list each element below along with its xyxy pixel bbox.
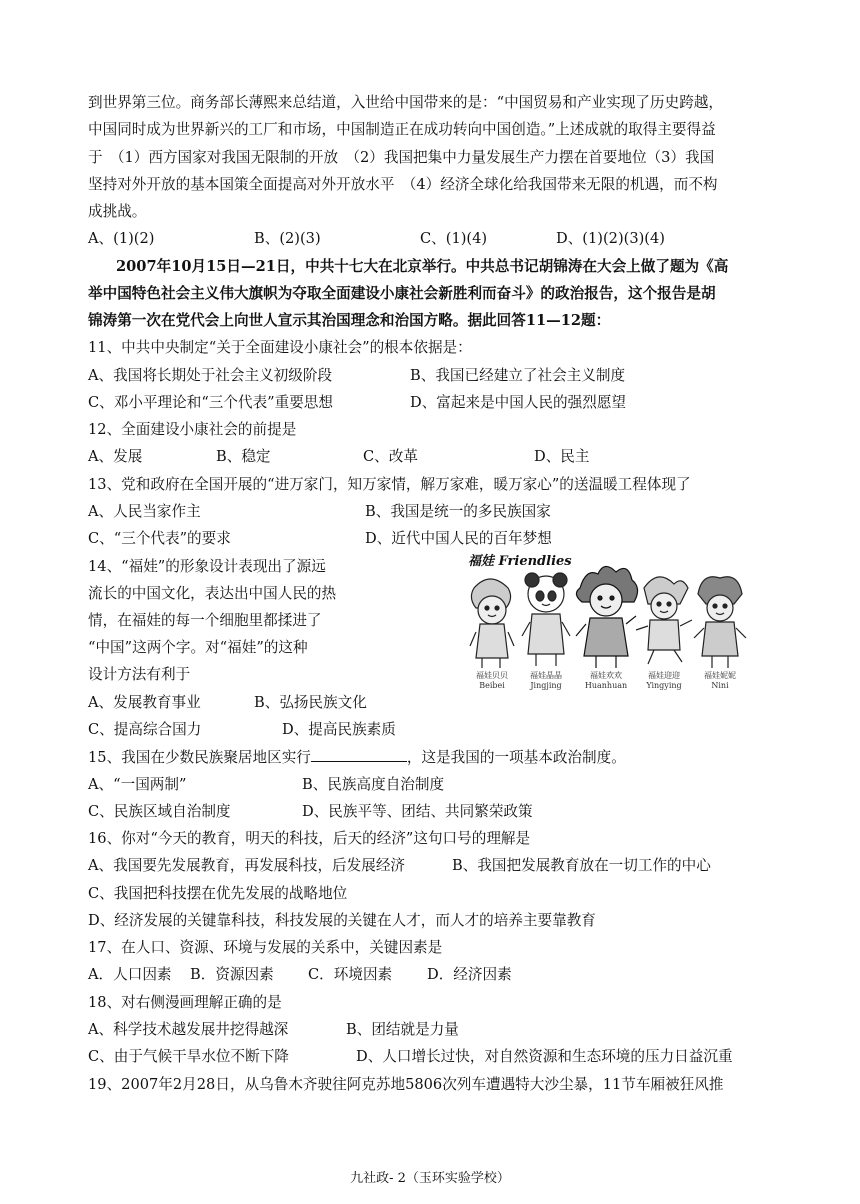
q17-option-b: B．资源因素 <box>190 966 274 983</box>
q16-option-a: A、我国要先发展教育，再发展科技，后发展经济 <box>88 857 406 874</box>
intro-line-2: 中国同时成为世界新兴的工厂和市场，中国制造正在成功转向中国创造。”上述成就的取得主要得益 <box>88 121 716 138</box>
q14-option-b: B、弘扬民族文化 <box>254 694 367 711</box>
q18-option-d: D、人口增长过快，对自然资源和生态环境的压力日益沉重 <box>356 1048 733 1065</box>
q16-stem: 16、你对“今天的教育，明天的科技，后天的经济”这句口号的理解是 <box>88 830 531 847</box>
q17-stem: 17、在人口、资源、环境与发展的关系中，关键因素是 <box>88 939 443 956</box>
q12-option-b: B、稳定 <box>216 448 271 465</box>
intro-line-3: 于 （1）西方国家对我国无限制的开放 （2）我国把集中力量发展生产力摆在首要地位（3）我国 <box>88 149 715 166</box>
mascot-label-beibei: 福娃贝贝 Beibei <box>476 671 508 690</box>
passage-line-2: 举中国特色社会主义伟大旗帜为夺取全面建设小康社会新胜利而奋斗》的政治报告，这个报告是胡 <box>88 285 716 302</box>
q15-stem <box>88 747 626 768</box>
mascot-beibei <box>470 579 514 668</box>
intro-option-b: B、(2)(3) <box>254 230 321 247</box>
page-footer: 九社政- 2（玉环实验学校） <box>350 1171 510 1186</box>
q18-option-c: C、由于气候干旱水位不断下降 <box>88 1048 289 1065</box>
q15-option-b: B、民族高度自治制度 <box>302 776 445 793</box>
q14-stem-line-1: 14、“福娃”的形象设计表现出了源远 <box>88 558 326 575</box>
mascot-huanhuan <box>576 566 638 668</box>
q12-option-d: D、民主 <box>534 448 590 465</box>
q13-option-c: C、“三个代表”的要求 <box>88 530 231 547</box>
q16-option-d: D、经济发展的关键靠科技，科技发展的关键在人才，而人才的培养主要靠教育 <box>88 912 596 929</box>
mascot-yingying <box>636 577 692 664</box>
passage-line-1: 2007年10月15日—21日，中共十七大在北京举行。中共总书记胡锦涛在大会上做了题为《高 <box>116 258 729 275</box>
q17-option-a: A．人口因素 <box>88 966 172 983</box>
fuwa-figure-title: 福娃 Friendlies <box>468 554 572 569</box>
mascot-label-huanhuan: 福娃欢欢 Huanhuan <box>584 671 628 690</box>
q14-stem-line-3: 情，在福娃的每一个细胞里都揉进了 <box>88 612 322 629</box>
q19-stem: 19、2007年2月28日，从乌鲁木齐驶往阿克苏地5806次列车遭遇特大沙尘暴，11节车厢被狂风推 <box>88 1076 724 1093</box>
q12-option-a: A、发展 <box>88 448 143 465</box>
intro-option-c: C、(1)(4) <box>420 230 488 247</box>
intro-line-4: 坚持对外开放的基本国策全面提高对外开放水平 （4）经济全球化给我国带来无限的机遇，而不构 <box>88 176 718 193</box>
q18-option-a: A、科学技术越发展井挖得越深 <box>88 1021 289 1038</box>
mascot-label-nini: 福娃妮妮 Nini <box>704 671 736 690</box>
q14-option-c: C、提高综合国力 <box>88 721 202 738</box>
q15-stem-post: ，这是我国的一项基本政治制度。 <box>406 749 626 766</box>
q15-answer-blank <box>311 747 407 762</box>
q11-option-d: D、富起来是中国人民的强烈愿望 <box>410 394 627 411</box>
q18-stem: 18、对右侧漫画理解正确的是 <box>88 994 282 1011</box>
q12-option-c: C、改革 <box>363 448 418 465</box>
mascot-label-yingying: 福娃迎迎 Yingying <box>646 671 682 690</box>
q17-option-c: C．环境因素 <box>308 966 393 983</box>
intro-option-a: A、(1)(2) <box>88 230 155 247</box>
q13-option-b: B、我国是统一的多民族国家 <box>365 503 551 520</box>
q15-option-a: A、“一国两制” <box>88 776 187 793</box>
q15-option-c: C、民族区域自治制度 <box>88 803 231 820</box>
q16-option-b: B、我国把发展教育放在一切工作的中心 <box>452 857 711 874</box>
q14-stem-line-2: 流长的中国文化，表达出中国人民的热 <box>88 585 337 602</box>
q14-option-a: A、发展教育事业 <box>88 694 201 711</box>
passage-line-3: 锦涛第一次在党代会上向世人宣示其治国理念和治国方略。据此回答11—12题： <box>88 312 611 329</box>
q13-stem: 13、党和政府在全国开展的“进万家门，知万家情，解万家难，暖万家心”的送温暖工程体现了 <box>88 476 691 493</box>
q18-option-b: B、团结就是力量 <box>346 1021 459 1038</box>
q14-stem-line-5: 设计方法有利于 <box>88 666 191 683</box>
q16-option-c: C、我国把科技摆在优先发展的战略地位 <box>88 885 348 902</box>
intro-line-1: 到世界第三位。商务部长薄熙来总结道，入世给中国带来的是：“中国贸易和产业实现了历史跨越， <box>88 94 723 111</box>
q13-option-a: A、人民当家作主 <box>88 503 201 520</box>
q13-option-d: D、近代中国人民的百年梦想 <box>365 530 552 547</box>
mascot-jingjing <box>522 573 570 666</box>
q12-stem: 12、全面建设小康社会的前提是 <box>88 421 297 438</box>
intro-line-5: 成挑战。 <box>88 203 147 220</box>
q14-option-d: D、提高民族素质 <box>282 721 396 738</box>
mascot-nini <box>694 577 746 668</box>
q15-stem-pre: 15、我国在少数民族聚居地区实行 <box>88 749 311 766</box>
q14-stem-line-4: “中国”这两个字。对“福娃”的这种 <box>88 639 308 656</box>
q11-option-c: C、邓小平理论和“三个代表”重要思想 <box>88 394 333 411</box>
fuwa-figure <box>462 548 762 692</box>
q11-stem: 11、中共中央制定“关于全面建设小康社会”的根本依据是： <box>88 339 472 356</box>
mascot-label-jingjing: 福娃晶晶 Jingjing <box>530 671 562 690</box>
q17-option-d: D．经济因素 <box>427 966 512 983</box>
q11-option-a: A、我国将长期处于社会主义初级阶段 <box>88 367 333 384</box>
q11-option-b: B、我国已经建立了社会主义制度 <box>410 367 626 384</box>
q15-option-d: D、民族平等、团结、共同繁荣政策 <box>302 803 533 820</box>
intro-option-d: D、(1)(2)(3)(4) <box>556 230 665 247</box>
